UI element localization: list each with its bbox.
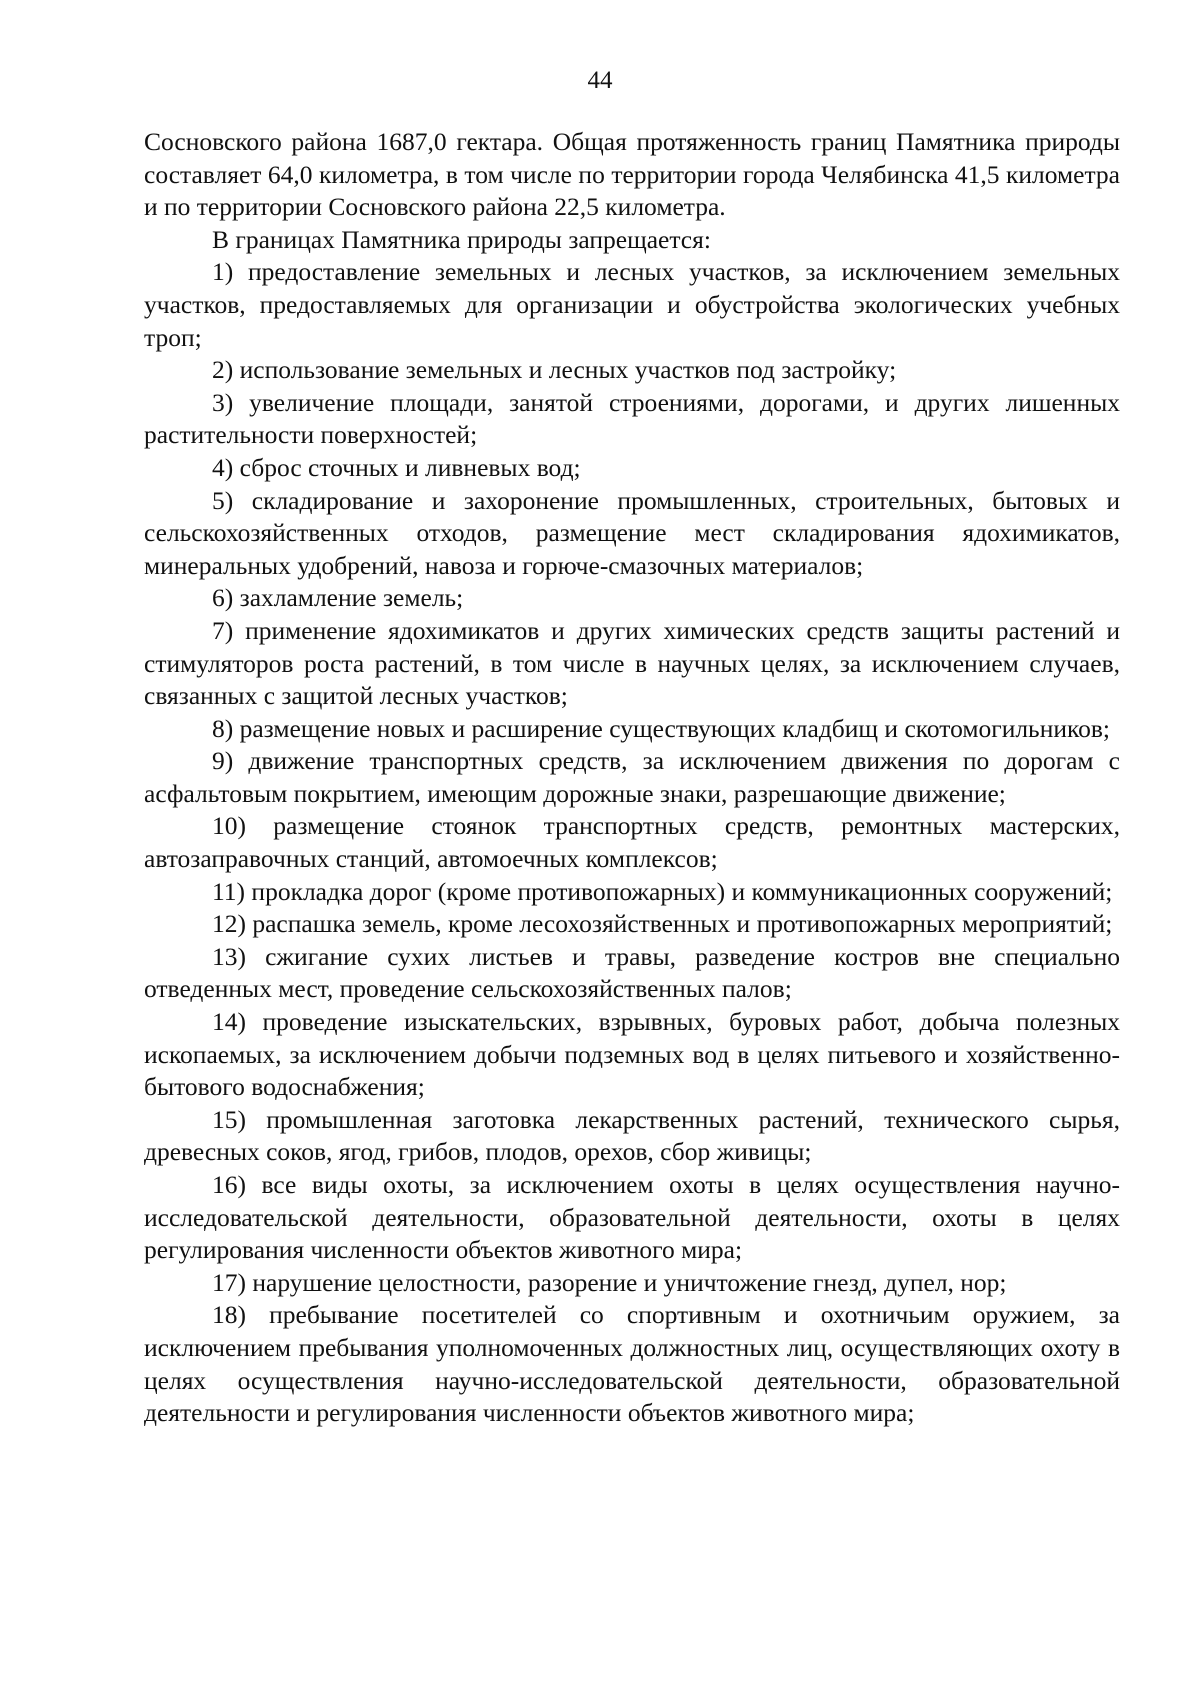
- list-item: 16) все виды охоты, за исключением охоты в целях осуществления научно-исследовательской деятельности, образовательной деятельности, охоты в целях регулирования численности объектов животного мира;: [144, 1170, 1120, 1265]
- page-number: 44: [587, 67, 613, 94]
- list-item: 17) нарушение целостности, разорение и уничтожение гнезд, дупел, нор;: [212, 1267, 1007, 1297]
- list-item: 13) сжигание сухих листьев и травы, разведение костров вне специально отведенных мест, проведение сельскохозяйственных палов;: [144, 941, 1120, 1004]
- list-item: 6) захламление земель;: [212, 583, 464, 613]
- list-item: 15) промышленная заготовка лекарственных растений, технического сырья, древесных соков, ягод, грибов, плодов, орехов, сбор живицы;: [144, 1104, 1120, 1167]
- list-item: 4) сброс сточных и ливневых вод;: [212, 452, 581, 482]
- paragraph-intro: В границах Памятника природы запрещается:: [212, 224, 711, 254]
- list-item: 3) увеличение площади, занятой строениями, дорогами, и других лишенных растительности поверхностей;: [144, 387, 1120, 450]
- list-item: 10) размещение стоянок транспортных средств, ремонтных мастерских, автозаправочных станций, автомоечных комплексов;: [144, 811, 1120, 874]
- list-item: 7) применение ядохимикатов и других химических средств защиты растений и стимуляторов роста растений, в том числе в научных целях, за исключением случаев, связанных с защитой лесных участков;: [144, 615, 1120, 711]
- list-item: 2) использование земельных и лесных участков под застройку;: [212, 355, 897, 385]
- list-item: 8) размещение новых и расширение существующих кладбищ и скотомогильников;: [212, 713, 1110, 743]
- list-item: 11) прокладка дорог (кроме противопожарных) и коммуникационных сооружений;: [212, 876, 1113, 906]
- list-item: 9) движение транспортных средств, за исключением движения по дорогам с асфальтовым покрытием, имеющим дорожные знаки, разрешающие движение;: [144, 746, 1120, 808]
- document-body: [144, 126, 1120, 1430]
- list-item: 14) проведение изыскательских, взрывных, буровых работ, добыча полезных ископаемых, за исключением добычи подземных вод в целях питьевого и хозяйственно-бытового водоснабжения;: [144, 1007, 1120, 1102]
- list-item: 1) предоставление земельных и лесных участков, за исключением земельных участков, предоставляемых для организации и обустройства экологических учебных троп;: [144, 257, 1120, 352]
- paragraph-continuation: Сосновского района 1687,0 гектара. Общая протяженность границ Памятника природы составляет 64,0 километра, в том числе по территории города Челябинска 41,5 километра и по территории Сосновского района 22,5 километра.: [144, 127, 1120, 222]
- list-item: 18) пребывание посетителей со спортивным и охотничьим оружием, за исключением пребывания уполномоченных должностных лиц, осуществляющих охоту в целях осуществления научно-исследовательской деятельности, образовательной деятельности и регулирования численности объектов животного мира;: [144, 1300, 1120, 1428]
- list-item: 12) распашка земель, кроме лесохозяйственных и противопожарных мероприятий;: [212, 909, 1113, 939]
- list-item: 5) складирование и захоронение промышленных, строительных, бытовых и сельскохозяйственных отходов, размещение мест складирования ядохимикатов, минеральных удобрений, навоза и горюче-смазочных материалов;: [144, 485, 1120, 580]
